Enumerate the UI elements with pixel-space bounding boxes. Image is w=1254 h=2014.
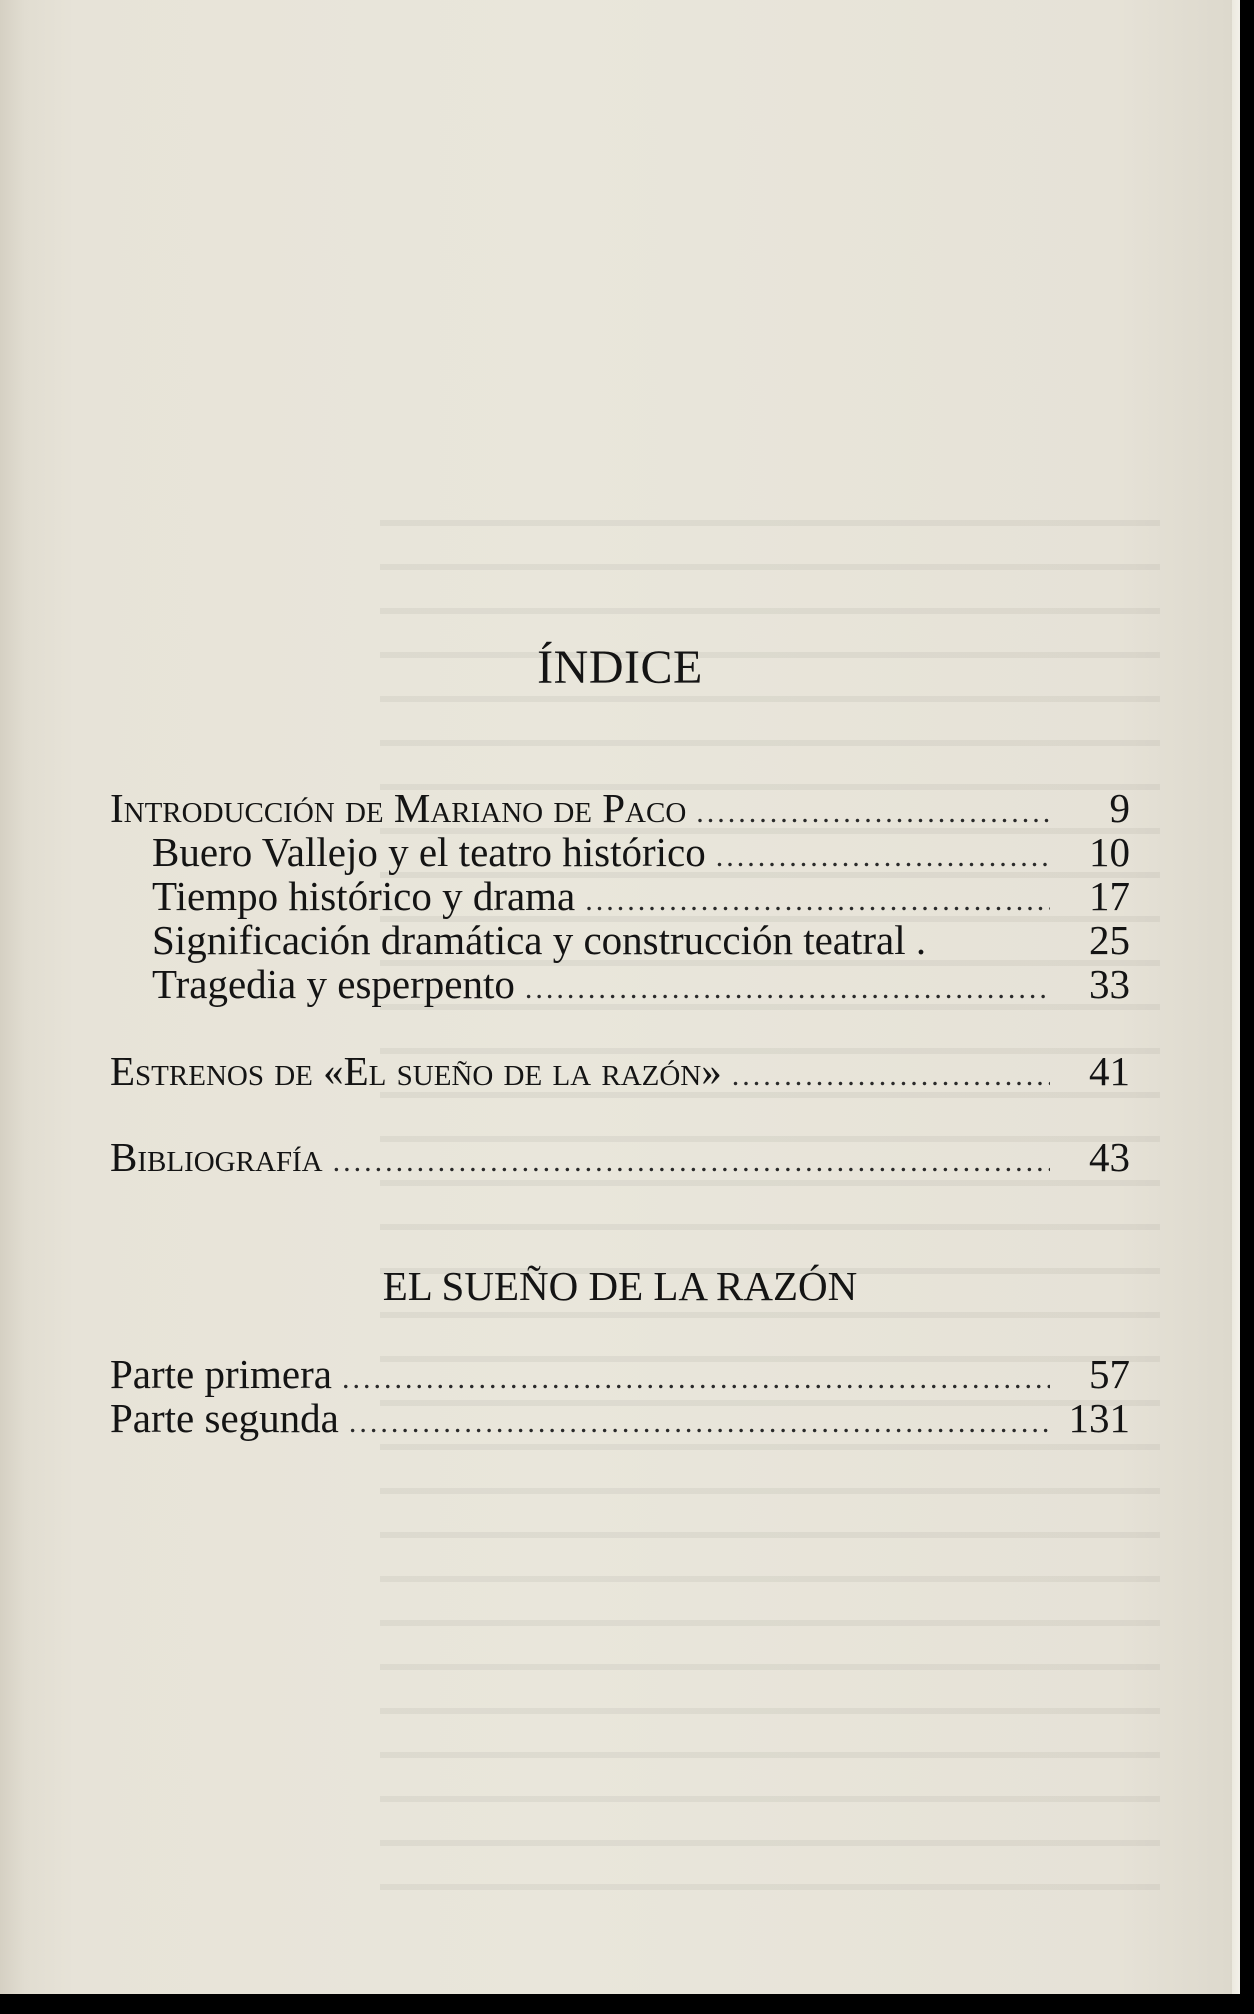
dot-leader <box>525 967 1050 1011</box>
play-title-heading: EL SUEÑO DE LA RAZÓN <box>382 1263 858 1309</box>
toc-entry-page: 41 <box>1089 1048 1130 1094</box>
toc-subentry-page: 33 <box>1089 961 1130 1007</box>
toc-subentry-label: Tragedia y esperpento <box>152 961 515 1007</box>
toc-entry-label: Parte segunda <box>110 1395 339 1441</box>
toc-subentry-page: 17 <box>1089 873 1130 919</box>
toc-entry-label: Bibliografía <box>110 1134 323 1180</box>
dot-leader <box>342 1357 1050 1401</box>
toc-subentry-label: Significación dramática y construcción teatral . <box>152 917 927 963</box>
toc-subentry <box>110 962 1130 1006</box>
toc-entry <box>110 786 1130 830</box>
toc-entry-page: 43 <box>1089 1134 1130 1180</box>
toc-section-parts <box>110 1352 1130 1440</box>
dot-leader <box>333 1140 1050 1184</box>
toc-subentry <box>110 830 1130 874</box>
toc-subentry-label: Buero Vallejo y el teatro histórico <box>152 829 706 875</box>
toc-subentry-page: 25 <box>1089 917 1130 963</box>
show-through-text <box>380 520 1160 1900</box>
toc-entry <box>110 1352 1130 1396</box>
toc-entry-label: Parte primera <box>110 1351 332 1397</box>
toc-subentry <box>110 918 1130 962</box>
toc-entry-page: 131 <box>1068 1395 1130 1441</box>
toc-section-estrenos <box>110 1049 1130 1093</box>
toc-section-introduction <box>110 786 1130 1006</box>
toc-entry <box>110 1135 1130 1179</box>
toc-entry-page: 57 <box>1089 1351 1130 1397</box>
toc-section-bibliography <box>110 1135 1130 1179</box>
dot-leader <box>732 1054 1050 1098</box>
toc-entry-page: 9 <box>1109 785 1130 831</box>
toc-entry-label: Introducción de Mariano de Paco <box>110 785 687 831</box>
dot-leader <box>349 1401 1050 1445</box>
dot-leader <box>696 791 1050 835</box>
toc-entry <box>110 1049 1130 1093</box>
toc-entry-label: Estrenos de «El sueño de la razón» <box>110 1048 722 1094</box>
page-title: ÍNDICE <box>537 641 703 694</box>
toc-subentry-page: 10 <box>1089 829 1130 875</box>
page-edge <box>1232 0 1240 1994</box>
toc-entry <box>110 1396 1130 1440</box>
toc-subentry <box>110 874 1130 918</box>
dot-leader <box>716 835 1050 879</box>
toc-subentry-label: Tiempo histórico y drama <box>152 873 576 919</box>
